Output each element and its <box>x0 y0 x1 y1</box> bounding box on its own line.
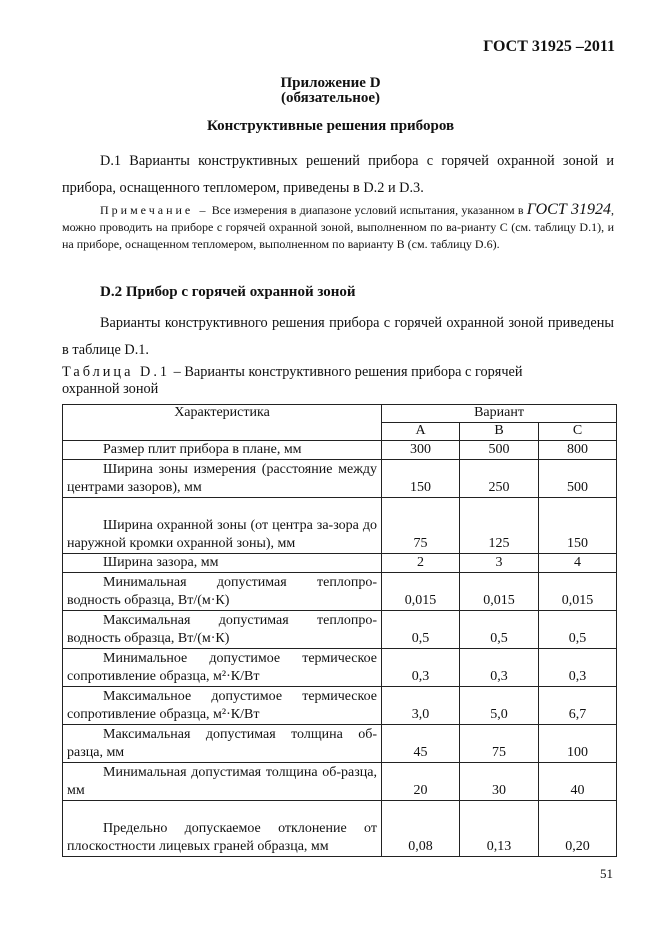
row-characteristic-label: Максимальная допустимая толщина об-разца, мм <box>67 727 377 760</box>
table-row <box>63 573 617 611</box>
row-characteristic <box>63 649 382 687</box>
header-characteristic: Характеристика <box>63 405 382 441</box>
table-row <box>63 554 617 573</box>
header-variant-a: A <box>382 423 460 441</box>
row-characteristic <box>63 801 382 857</box>
row-value-b: 125 <box>460 498 539 554</box>
row-value-c: 0,20 <box>539 801 617 857</box>
row-characteristic-label: Максимальное допустимое термическое сопротивление образца, м²·К/Вт <box>67 689 377 722</box>
row-value-b: 250 <box>460 460 539 498</box>
note-text-before: Все измерения в диапазоне условий испытания, указанном в <box>211 203 524 217</box>
d1-paragraph: D.1 Варианты конструктивных решений прибора с горячей охранной зоной и прибора, оснащенного тепломером, приведены в D.2 и D.3. <box>62 153 614 196</box>
row-value-b: 500 <box>460 441 539 460</box>
row-value-a: 2 <box>382 554 460 573</box>
table-row <box>63 498 617 554</box>
header-variant: Вариант <box>382 405 617 423</box>
row-characteristic-label: Ширина охранной зоны (от центра за-зора до наружной кромки охранной зоны), мм <box>67 518 377 551</box>
row-value-b: 30 <box>460 763 539 801</box>
row-value-a: 3,0 <box>382 687 460 725</box>
row-characteristic-label: Размер плит прибора в плане, мм <box>103 442 302 457</box>
row-value-b: 5,0 <box>460 687 539 725</box>
section-title: Конструктивные решения приборов <box>206 118 455 134</box>
row-value-c: 0,015 <box>539 573 617 611</box>
row-value-c: 6,7 <box>539 687 617 725</box>
row-characteristic-label: Минимальная допустимая теплопро-водность образца, Вт/(м·К) <box>67 575 377 608</box>
note-reference: ГОСТ 31924 <box>526 201 611 218</box>
row-value-c: 500 <box>539 460 617 498</box>
table-row <box>63 725 617 763</box>
row-characteristic <box>63 554 382 573</box>
row-characteristic-label: Ширина зоны измерения (расстояние между центрами зазоров), мм <box>67 462 377 495</box>
table-caption-text: Варианты конструктивного решения прибора с горячей охранной зоной <box>62 364 523 397</box>
row-value-a: 75 <box>382 498 460 554</box>
row-value-c: 0,5 <box>539 611 617 649</box>
table-caption <box>62 364 582 398</box>
d2-paragraph: Варианты конструктивного решения прибора с горячей охранной зоной приведены в таблице D.1. <box>62 315 614 358</box>
row-value-c: 150 <box>539 498 617 554</box>
row-characteristic <box>63 460 382 498</box>
appendix-status: (обязательное) <box>280 90 381 106</box>
row-value-c: 800 <box>539 441 617 460</box>
row-value-c: 0,3 <box>539 649 617 687</box>
table-row <box>63 441 617 460</box>
row-value-b: 0,015 <box>460 573 539 611</box>
note-text-after: , можно проводить на приборе с горячей охранной зоной, выполненном по ва-рианту С (см. таблицу D.1), и на приборе, оснащенном тепломером, выполненном по варианту В (см. таблицу D.6). <box>62 203 614 251</box>
row-characteristic <box>63 611 382 649</box>
row-value-c: 100 <box>539 725 617 763</box>
note-label: Примечание – <box>100 203 209 217</box>
table-row <box>63 460 617 498</box>
variants-table <box>62 404 617 857</box>
row-value-a: 45 <box>382 725 460 763</box>
row-value-a: 300 <box>382 441 460 460</box>
table-row <box>63 687 617 725</box>
appendix-title <box>0 76 661 106</box>
note-block <box>62 201 614 253</box>
table-row <box>63 763 617 801</box>
row-value-b: 75 <box>460 725 539 763</box>
row-characteristic <box>63 725 382 763</box>
row-characteristic <box>63 687 382 725</box>
table-row <box>63 611 617 649</box>
table-caption-dash: – <box>173 364 181 380</box>
row-value-a: 150 <box>382 460 460 498</box>
row-characteristic-label: Ширина зазора, мм <box>103 555 219 570</box>
appendix-label: Приложение D <box>280 75 381 91</box>
d2-heading: D.2 Прибор с горячей охранной зоной <box>100 284 356 300</box>
row-value-b: 0,5 <box>460 611 539 649</box>
row-characteristic-label: Предельно допускаемое отклонение от плоскостности лицевых граней образца, мм <box>67 821 377 854</box>
table-caption-label: Таблица D.1 <box>62 364 171 380</box>
row-characteristic <box>63 763 382 801</box>
page-number: 51 <box>600 866 613 881</box>
row-value-a: 20 <box>382 763 460 801</box>
row-value-a: 0,3 <box>382 649 460 687</box>
row-characteristic-label: Минимальное допустимое термическое сопротивление образца, м²·К/Вт <box>67 651 377 684</box>
row-value-b: 3 <box>460 554 539 573</box>
row-characteristic-label: Максимальная допустимая теплопро-водность образца, Вт/(м·К) <box>67 613 377 646</box>
table-row <box>63 801 617 857</box>
table-row <box>63 649 617 687</box>
row-value-a: 0,5 <box>382 611 460 649</box>
header-variant-b: B <box>460 423 539 441</box>
row-characteristic <box>63 573 382 611</box>
header-variant-c: C <box>539 423 617 441</box>
document-header: ГОСТ 31925 –2011 <box>483 38 615 55</box>
row-value-b: 0,13 <box>460 801 539 857</box>
row-value-a: 0,015 <box>382 573 460 611</box>
row-value-b: 0,3 <box>460 649 539 687</box>
row-value-a: 0,08 <box>382 801 460 857</box>
row-value-c: 40 <box>539 763 617 801</box>
row-characteristic <box>63 441 382 460</box>
row-characteristic-label: Минимальная допустимая толщина об-разца, мм <box>67 765 377 798</box>
row-value-c: 4 <box>539 554 617 573</box>
row-characteristic <box>63 498 382 554</box>
